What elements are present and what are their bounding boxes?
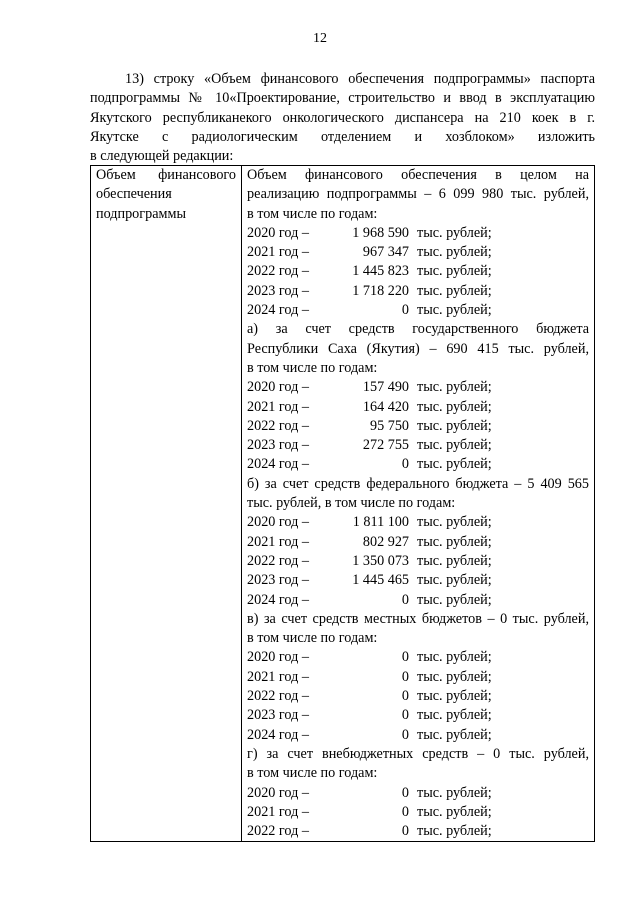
year-label: 2023 год –	[247, 572, 309, 589]
state-funding-text: в том числе по годам:	[247, 359, 378, 376]
year-amount: 1 811 100	[352, 514, 409, 531]
year-amount: 0	[401, 591, 409, 608]
year-label: 2024 год –	[247, 726, 309, 743]
total-year-row	[247, 262, 589, 281]
year-unit: тыс. рублей;	[417, 591, 492, 608]
year-label: 2022 год –	[247, 823, 309, 840]
local-year-row	[247, 687, 589, 706]
year-unit: тыс. рублей;	[417, 688, 492, 705]
year-amount: 0	[401, 784, 409, 801]
local-funding-text: в том числе по годам:	[247, 630, 378, 647]
financing-table	[90, 165, 595, 842]
local-year-row	[247, 726, 589, 745]
year-label: 2020 год –	[247, 514, 309, 531]
state-year-row	[247, 455, 589, 474]
total-year-row	[247, 243, 589, 262]
year-amount: 0	[401, 456, 409, 473]
table-row	[91, 166, 595, 842]
federal-year-row	[247, 533, 589, 552]
year-label: 2021 год –	[247, 668, 309, 685]
year-label: 2022 год –	[247, 688, 309, 705]
year-label: 2020 год –	[247, 379, 309, 396]
total-funding-text: Объем финансового обеспечения в целом на	[247, 167, 589, 183]
year-amount: 0	[401, 649, 409, 666]
year-amount: 157 490	[362, 379, 409, 396]
year-amount: 272 755	[362, 437, 409, 454]
year-label: 2021 год –	[247, 803, 309, 820]
row-label-line: Объем финансового	[96, 167, 236, 183]
intro-line: в следующей редакции:	[90, 148, 234, 165]
year-unit: тыс. рублей;	[417, 784, 492, 801]
year-label: 2024 год –	[247, 591, 309, 608]
year-unit: тыс. рублей;	[417, 552, 492, 569]
year-amount: 1 968 590	[352, 224, 409, 241]
year-amount: 1 718 220	[352, 282, 409, 299]
state-year-row	[247, 417, 589, 436]
year-amount: 802 927	[362, 533, 409, 550]
federal-funding-text: тыс. рублей, в том числе по годам:	[247, 495, 456, 512]
year-unit: тыс. рублей;	[417, 803, 492, 820]
year-label: 2020 год –	[247, 224, 309, 241]
state-year-row	[247, 378, 589, 397]
federal-year-row	[247, 552, 589, 571]
federal-funding-text: б) за счет средств федерального бюджета – 5 409 565	[247, 475, 589, 492]
row-label-line: подпрограммы	[96, 205, 186, 222]
year-amount: 1 445 465	[352, 572, 409, 589]
year-unit: тыс. рублей;	[417, 379, 492, 396]
year-unit: тыс. рублей;	[417, 514, 492, 531]
total-funding-text: реализацию подпрограммы – 6 099 980 тыс. рублей,	[247, 186, 589, 203]
row-label-line: обеспечения	[96, 186, 172, 203]
local-year-row	[247, 648, 589, 667]
year-amount: 0	[401, 688, 409, 705]
row-value-cell	[242, 166, 595, 842]
year-amount: 95 750	[369, 417, 409, 434]
year-label: 2021 год –	[247, 533, 309, 550]
year-unit: тыс. рублей;	[417, 282, 492, 299]
year-amount: 164 420	[362, 398, 409, 415]
year-unit: тыс. рублей;	[417, 707, 492, 724]
year-unit: тыс. рублей;	[417, 263, 492, 280]
federal-year-row	[247, 513, 589, 532]
year-unit: тыс. рублей;	[417, 224, 492, 241]
year-unit: тыс. рублей;	[417, 726, 492, 743]
extra-year-row	[247, 784, 589, 803]
year-amount: 0	[401, 726, 409, 743]
total-year-row	[247, 224, 589, 243]
year-label: 2023 год –	[247, 707, 309, 724]
year-label: 2021 год –	[247, 244, 309, 261]
local-funding-text: в) за счет средств местных бюджетов – 0 тыс. рублей,	[247, 610, 589, 627]
year-label: 2020 год –	[247, 784, 309, 801]
federal-year-row	[247, 571, 589, 590]
year-unit: тыс. рублей;	[417, 533, 492, 550]
extra-funding-text: в том числе по годам:	[247, 765, 378, 782]
year-label: 2023 год –	[247, 437, 309, 454]
state-funding-text: Республики Саха (Якутия) – 690 415 тыс. рублей,	[247, 340, 589, 357]
year-label: 2021 год –	[247, 398, 309, 415]
year-unit: тыс. рублей;	[417, 417, 492, 434]
year-amount: 0	[401, 803, 409, 820]
state-year-row	[247, 398, 589, 417]
year-amount: 0	[401, 668, 409, 685]
page-number: 12	[313, 31, 327, 46]
year-unit: тыс. рублей;	[417, 244, 492, 261]
year-amount: 0	[401, 707, 409, 724]
year-unit: тыс. рублей;	[417, 398, 492, 415]
year-amount: 1 350 073	[352, 552, 409, 569]
local-year-row	[247, 668, 589, 687]
year-amount: 0	[401, 302, 409, 319]
intro-line: 13) строку «Объем финансового обеспечения подпрограммы» паспорта	[125, 71, 595, 87]
year-unit: тыс. рублей;	[417, 456, 492, 473]
total-year-row	[247, 301, 589, 320]
year-unit: тыс. рублей;	[417, 437, 492, 454]
year-unit: тыс. рублей;	[417, 572, 492, 589]
row-label-cell	[91, 166, 242, 842]
local-year-row	[247, 706, 589, 725]
year-unit: тыс. рублей;	[417, 668, 492, 685]
extra-year-row	[247, 803, 589, 822]
federal-year-row	[247, 591, 589, 610]
year-label: 2020 год –	[247, 649, 309, 666]
year-label: 2022 год –	[247, 263, 309, 280]
year-label: 2024 год –	[247, 302, 309, 319]
year-label: 2024 год –	[247, 456, 309, 473]
year-amount: 0	[401, 823, 409, 840]
state-funding-text: а) за счет средств государственного бюджета	[247, 321, 589, 338]
extra-funding-text: г) за счет внебюджетных средств – 0 тыс. рублей,	[247, 745, 589, 762]
intro-line: Якутского республиканекого онкологического диспансера на 210 коек в г.	[90, 109, 595, 126]
intro-line: Якутске с радиологическим отделением и хозблоком» изложить	[90, 128, 595, 145]
intro-paragraph	[90, 70, 595, 166]
year-amount: 967 347	[362, 244, 409, 261]
year-unit: тыс. рублей;	[417, 649, 492, 666]
year-label: 2022 год –	[247, 552, 309, 569]
year-label: 2022 год –	[247, 417, 309, 434]
total-funding-text: в том числе по годам:	[247, 205, 378, 222]
extra-year-row	[247, 822, 589, 841]
intro-line: подпрограммы № 10«Проектирование, строительство и ввод в эксплуатацию	[90, 90, 595, 107]
year-unit: тыс. рублей;	[417, 823, 492, 840]
year-label: 2023 год –	[247, 282, 309, 299]
year-unit: тыс. рублей;	[417, 302, 492, 319]
state-year-row	[247, 436, 589, 455]
total-year-row	[247, 282, 589, 301]
financing-details	[247, 166, 589, 841]
year-amount: 1 445 823	[352, 263, 409, 280]
